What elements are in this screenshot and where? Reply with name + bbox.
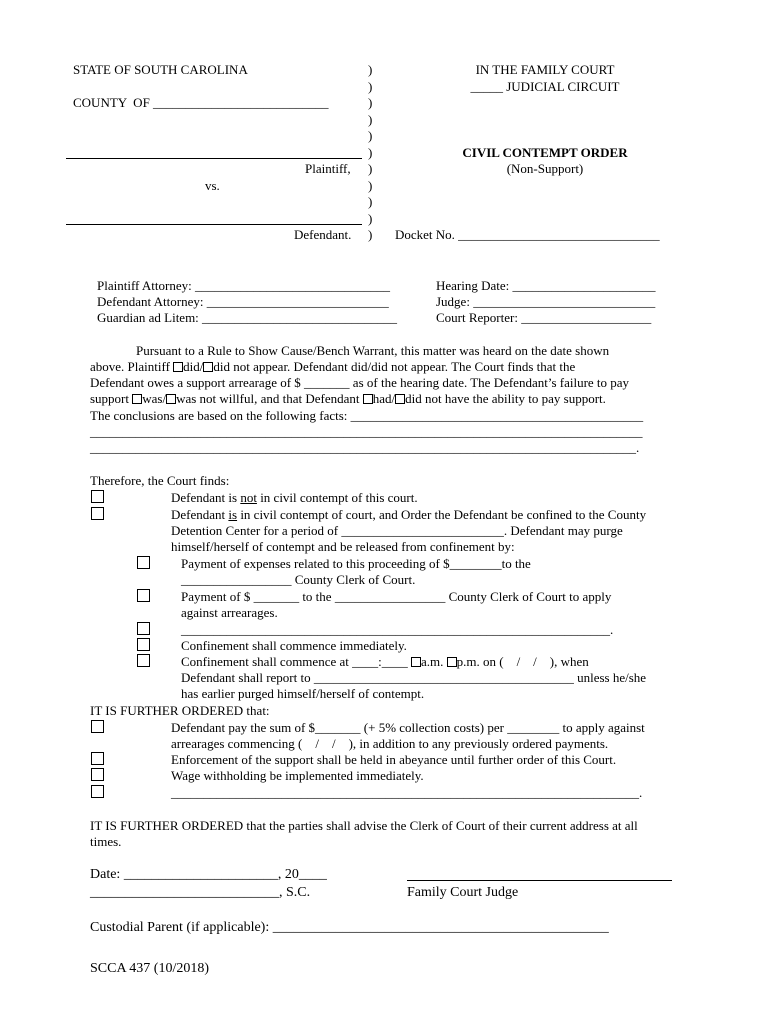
wage-withholding-text: Wage withholding be implemented immediately. [171, 768, 424, 783]
purge-payment-text-2: against arrearages. [181, 605, 278, 620]
state-label: STATE OF SOUTH CAROLINA [73, 62, 248, 77]
county-field[interactable]: COUNTY OF ___________________________ [73, 95, 329, 110]
hearing-date-field[interactable]: Hearing Date: ______________________ [436, 278, 656, 293]
document-title: CIVIL CONTEMPT ORDER [462, 145, 628, 160]
further-ordered-heading: IT IS FURTHER ORDERED that: [90, 703, 270, 718]
intro-line-2: above. Plaintiff did/ did not appear. Defendant did/did not appear. The Court finds that the [90, 359, 576, 374]
intro-line-3[interactable]: Defendant owes a support arrearage of $ _______ as of the hearing date. The Defendant’s failure to pay [90, 375, 630, 390]
finding-not-in-contempt: Defendant is not in civil contempt of this court. [171, 490, 418, 505]
paren: ) [368, 112, 373, 127]
date-field[interactable]: Date: ______________________, 20____ [90, 867, 327, 882]
docket-field[interactable]: Docket No. _______________________________ [395, 227, 660, 242]
payment-order-text[interactable]: Defendant pay the sum of $_______ (+ 5% collection costs) per ________ to apply against [171, 720, 645, 735]
willful-was-not-checkbox[interactable] [166, 394, 176, 404]
judge-signature-label: Family Court Judge [407, 885, 519, 900]
report-to-field[interactable]: Defendant shall report to ________________________________________ unless he/she [181, 670, 647, 685]
ability-had-checkbox[interactable] [363, 394, 373, 404]
other-order-checkbox[interactable] [91, 785, 104, 798]
defendant-attorney-field[interactable]: Defendant Attorney: ____________________________ [97, 294, 389, 309]
purge-other-field[interactable]: __________________________________________________________________. [181, 622, 614, 637]
plaintiff-did-not-checkbox[interactable] [203, 362, 213, 372]
payment-order-checkbox[interactable] [91, 720, 104, 733]
findings-heading: Therefore, the Court finds: [90, 473, 230, 488]
paren: ) [368, 62, 373, 77]
defendant-label: Defendant. [294, 227, 352, 242]
not-in-contempt-checkbox[interactable] [91, 490, 104, 503]
willful-was-checkbox[interactable] [132, 394, 142, 404]
intro-line-4: support was/ was not willful, and that Defendant had/ did not have the ability to pay support. [90, 391, 606, 406]
paren: ) [368, 194, 373, 209]
facts-field-2[interactable]: _____________________________________________________________________________________ [90, 424, 643, 439]
plaintiff-name-line[interactable] [66, 158, 362, 159]
defendant-name-line[interactable] [66, 224, 362, 225]
court-reporter-field[interactable]: Court Reporter: ____________________ [436, 310, 652, 325]
facts-field-3[interactable]: ____________________________________________________________________________________. [90, 440, 640, 455]
address-order-line-1: IT IS FURTHER ORDERED that the parties shall advise the Clerk of Court of their current address at all [90, 818, 638, 833]
paren: ) [368, 227, 373, 242]
plaintiff-attorney-field[interactable]: Plaintiff Attorney: ______________________________ [97, 278, 390, 293]
wage-withholding-checkbox[interactable] [91, 768, 104, 781]
custodial-parent-field[interactable]: Custodial Parent (if applicable): ________________________________________________ [90, 920, 609, 935]
address-order-line-2: times. [90, 834, 122, 849]
confinement-immediate-text: Confinement shall commence immediately. [181, 638, 407, 653]
paren: ) [368, 178, 373, 193]
plaintiff-did-checkbox[interactable] [173, 362, 183, 372]
ability-did-not-checkbox[interactable] [395, 394, 405, 404]
in-contempt-checkbox[interactable] [91, 507, 104, 520]
vs-label: vs. [205, 178, 220, 193]
purge-expenses-county[interactable]: _________________ County Clerk of Court. [181, 572, 416, 587]
paren: ) [368, 95, 373, 110]
intro-line-1: Pursuant to a Rule to Show Cause/Bench Warrant, this matter was heard on the date shown [136, 343, 610, 358]
purge-expenses-checkbox[interactable] [137, 556, 150, 569]
purge-text: himself/herself of contempt and be released from confinement by: [171, 539, 515, 554]
purge-expenses-text[interactable]: Payment of expenses related to this proceeding of $________to the [181, 556, 531, 571]
confinement-immediate-checkbox[interactable] [137, 638, 150, 651]
purge-payment-text[interactable]: Payment of $ _______ to the _________________ County Clerk of Court to apply [181, 589, 612, 604]
confinement-scheduled-checkbox[interactable] [137, 654, 150, 667]
purge-other-checkbox[interactable] [137, 622, 150, 635]
purge-payment-checkbox[interactable] [137, 589, 150, 602]
judge-field[interactable]: Judge: ____________________________ [436, 294, 656, 309]
circuit-field[interactable]: _____ JUDICIAL CIRCUIT [470, 79, 620, 94]
court-label: IN THE FAMILY COURT [475, 62, 615, 77]
abeyance-text: Enforcement of the support shall be held in abeyance until further order of this Court. [171, 752, 617, 767]
abeyance-checkbox[interactable] [91, 752, 104, 765]
plaintiff-label: Plaintiff, [305, 161, 351, 176]
facts-field-1[interactable]: The conclusions are based on the following facts: _____________________________________________ [90, 408, 644, 423]
paren: ) [368, 211, 373, 226]
form-number: SCCA 437 (10/2018) [90, 961, 210, 976]
document-subtitle: (Non-Support) [506, 161, 584, 176]
paren: ) [368, 145, 373, 160]
guardian-field[interactable]: Guardian ad Litem: ______________________________ [97, 310, 398, 325]
paren: ) [368, 161, 373, 176]
confinement-scheduled-text[interactable]: Confinement shall commence at ____:____ a.m. p.m. on ( / / ), when [181, 654, 589, 669]
payment-order-text-2[interactable]: arrearages commencing ( / / ), in addition to any previously ordered payments. [171, 736, 609, 751]
purged-text: has earlier purged himself/herself of contempt. [181, 686, 425, 701]
paren: ) [368, 128, 373, 143]
place-field[interactable]: ___________________________, S.C. [90, 885, 311, 900]
paren: ) [368, 79, 373, 94]
judge-signature-line[interactable] [407, 880, 672, 881]
am-checkbox[interactable] [411, 657, 421, 667]
pm-checkbox[interactable] [447, 657, 457, 667]
finding-in-contempt: Defendant is in civil contempt of court, and Order the Defendant be confined to the County [171, 507, 647, 522]
other-order-field[interactable]: ________________________________________________________________________. [171, 785, 643, 800]
detention-period-field[interactable]: Detention Center for a period of _________________________. Defendant may purge [171, 523, 623, 538]
